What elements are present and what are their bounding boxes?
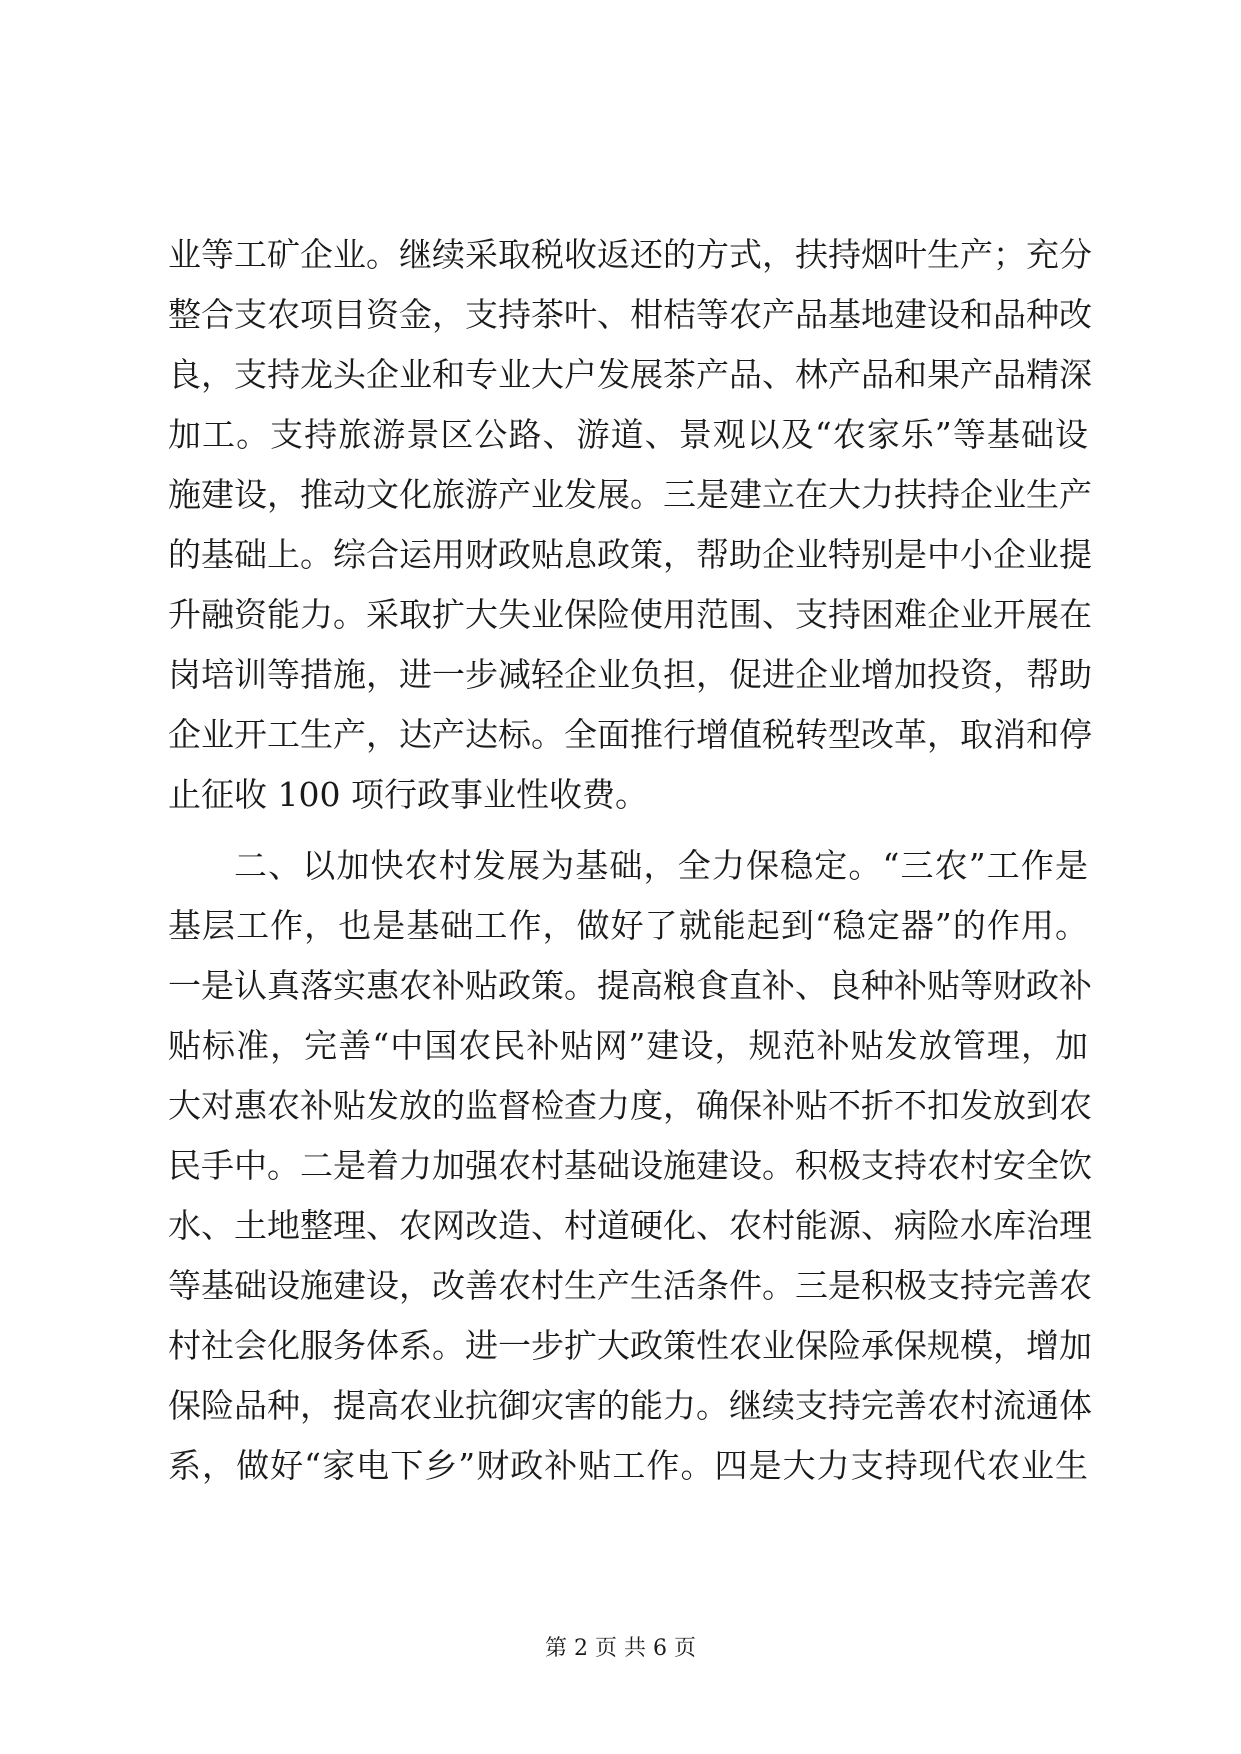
text-line: 一是认真落实惠农补贴政策。提高粮食直补、良种补贴等财政补 <box>168 966 1092 1005</box>
text-line: 良，支持龙头企业和专业大户发展茶产品、林产品和果产品精深 <box>168 355 1092 394</box>
text-line: 等基础设施建设，改善农村生产生活条件。三是积极支持完善农 <box>168 1266 1092 1305</box>
text-line: 升融资能力。采取扩大失业保险使用范围、支持困难企业开展在 <box>168 595 1092 634</box>
text-line: 止征收 100 项行政事业性收费。 <box>168 775 648 814</box>
text-line: 保险品种，提高农业抗御灾害的能力。继续支持完善农村流通体 <box>168 1386 1092 1425</box>
text-line: 贴标准，完善“中国农民补贴网”建设，规范补贴发放管理，加 <box>168 1026 1088 1065</box>
text-line: 企业开工生产，达产达标。全面推行增值税转型改革，取消和停 <box>168 715 1092 754</box>
text-line: 系，做好“家电下乡”财政补贴工作。四是大力支持现代农业生 <box>168 1446 1088 1485</box>
text-line: 基层工作，也是基础工作，做好了就能起到“稳定器”的作用。 <box>168 906 1088 945</box>
text-line: 整合支农项目资金，支持茶叶、柑桔等农产品基地建设和品种改 <box>168 295 1092 334</box>
text-line: 施建设，推动文化旅游产业发展。三是建立在大力扶持企业生产 <box>168 475 1092 514</box>
paragraph-start-line: 二、以加快农村发展为基础，全力保稳定。“三农”工作是 <box>234 846 1088 885</box>
text-line: 岗培训等措施，进一步减轻企业负担，促进企业增加投资，帮助 <box>168 655 1092 694</box>
text-line: 水、土地整理、农网改造、村道硬化、农村能源、病险水库治理 <box>168 1206 1092 1245</box>
text-line: 民手中。二是着力加强农村基础设施建设。积极支持农村安全饮 <box>168 1146 1092 1185</box>
text-line: 大对惠农补贴发放的监督检查力度，确保补贴不折不扣发放到农 <box>168 1086 1092 1125</box>
text-line: 业等工矿企业。继续采取税收返还的方式，扶持烟叶生产；充分 <box>168 235 1092 274</box>
page-number-footer: 第 2 页 共 6 页 <box>545 1636 696 1661</box>
text-line: 加工。支持旅游景区公路、游道、景观以及“农家乐”等基础设 <box>168 415 1088 454</box>
text-line: 的基础上。综合运用财政贴息政策，帮助企业特别是中小企业提 <box>168 535 1092 574</box>
text-line: 村社会化服务体系。进一步扩大政策性农业保险承保规模，增加 <box>168 1326 1092 1365</box>
body-text <box>168 225 1092 1496</box>
